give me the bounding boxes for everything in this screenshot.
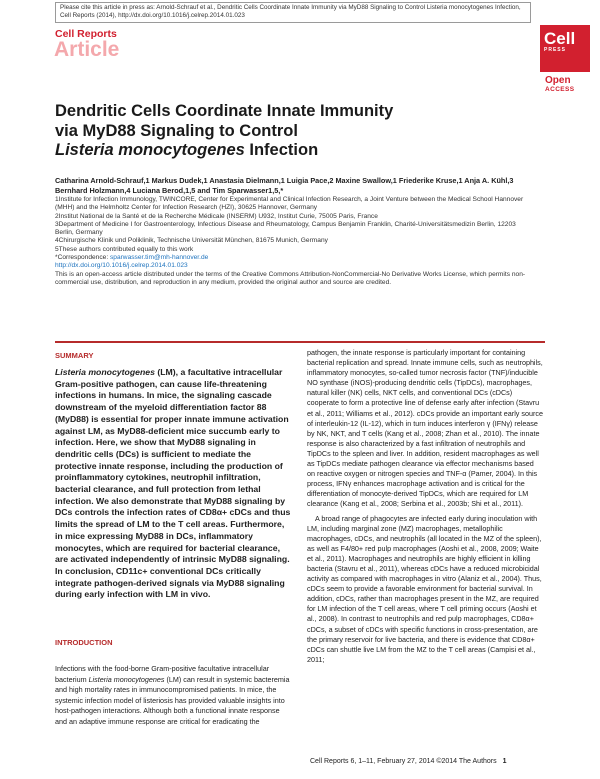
title-line-3 bbox=[55, 141, 475, 161]
affiliation-4: 4Chirurgische Klinik und Poliklinik, Technische Universität München, 81675 Munich, Germany bbox=[55, 237, 328, 245]
affiliations bbox=[55, 196, 535, 287]
intro-italic: Listeria monocytogenes bbox=[88, 674, 165, 684]
correspondence bbox=[55, 254, 535, 262]
correspondence-email-link[interactable]: sparwasser.tim@mh-hannover.de bbox=[109, 254, 209, 262]
doi-link[interactable]: http://dx.doi.org/10.1016/j.celrep.2014.01.023 bbox=[55, 262, 188, 270]
section-divider bbox=[55, 341, 545, 343]
page-number: 1 bbox=[502, 758, 507, 765]
license-text: This is an open-access article distributed under the terms of the Creative Commons Attribution-NonCommercial-No Derivative Works License, which permits non-commercial use, distribution, and reproduction in any medium, provided the original author and source are credited. bbox=[55, 270, 526, 286]
title-italic: Listeria monocytogenes bbox=[55, 141, 245, 159]
logo-press: PRESS bbox=[544, 47, 566, 53]
affiliation-3: 3Department of Medicine I for Gastroenterology, Infectious Disease and Rheumatology, Campus Benjamin Franklin, Charité-Universitätsmedizin Berlin, 12203 Berlin, Germany bbox=[55, 220, 516, 237]
right-paragraph-1: pathogen, the innate response is particularly important for containing bacterial replication and spread. Innate immune cells, such as neutrophils, inflammatory monocytes, so-called tumor necrosis factor (TNF)/inducible NO synthase (iNOS)-producing dendritic cells (TipDCs), macrophages, natural killer (NK) cells, NKT cells, and conventional DCs (cDCs) cooperate to form a protective line of defense early after infection (Stavru et al., 2011; Williams et al., 2012). cDCs provide an important early source of interleukin-12 (IL-12), which in turn induces interferon γ (IFNγ) release by NK, NKT, and T cells (Kang et al., 2008; Zhan et al., 2010). The innate response is also characterized by a fast infiltration of neutrophils and TipDCs to the spleen and liver. In addition, resident macrophages as well as TipDCs mediate pathogen clearance via effector mechanisms based on reactive oxygen or nitrogen species and TNF-α (Pamer, 2004). In this process, IFNγ enhances macrophage activation and is critical for the differentiation of monocyte-derived TipDCs, which are required for LM clearance (Kang et al., 2008; Serbina et al., 2003b; Shi et al., 2011). bbox=[307, 348, 543, 509]
title-line-1: Dendritic Cells Coordinate Innate Immunity bbox=[55, 102, 394, 120]
open-label: Open bbox=[545, 75, 571, 86]
intro-heading: INTRODUCTION bbox=[55, 638, 113, 647]
page-footer bbox=[310, 758, 507, 765]
article-title bbox=[55, 102, 475, 161]
article-type: Article bbox=[54, 38, 120, 61]
cite-notice: Please cite this article in press as: Arnold-Schrauf et al., Dendritic Cells Coordinate Innate Immunity via MyD88 Signaling to Control Listeria monocytogenes Infection, Cell Reports (2014), http://dx.doi.org/10.1016/j.celrep.2014.01.023 bbox=[55, 2, 531, 23]
title-line-2: via MyD88 Signaling to Control bbox=[55, 121, 298, 140]
affiliation-5: 5These authors contributed equally to this work bbox=[55, 245, 194, 253]
summary-body: (LM), a facultative intracellular Gram-positive pathogen, can cause life-threatening infections in humans. In mice, the signaling cascade downstream of the myeloid differentiation factor 88 (MyD88) is essential for proper innate immune activation against LM, as MyD88-deficient mice succumb early to infection. Here, we show that MyD88 signaling in dendritic cells (DCs) is sufficient to mediate the protective innate response, including the production of proinflammatory cytokines, neutrophil infiltration, bacterial clearance, and full protection from lethal infection. We also demonstrate that MyD88 signaling by DCs controls the infection rates of CD8α+ cDCs and thus limits the spread of LM to the T cell areas. Furthermore, in mice expressing MyD88 in DCs, inflammatory monocytes, which are required for bacterial clearance, are activated independently of intrinsic MyD88 signaling. In conclusion, CD11c+ conventional DCs critically integrate pathogen-derived signals via MyD88 signaling during early infection with LM in vivo. bbox=[55, 367, 291, 600]
cell-press-logo bbox=[540, 25, 590, 72]
footer-citation: Cell Reports 6, 1–11, February 27, 2014 ©2014 The Authors bbox=[310, 758, 497, 765]
journal-name: Cell Reports bbox=[55, 28, 117, 40]
access-label: ACCESS bbox=[545, 86, 575, 93]
logo-text: Cell bbox=[544, 29, 576, 48]
intro-part-b: (LM) can result in systemic bacteremia and high mortality rates in immunocompromised patients. In mice, the systemic infection model of listeriosis has provided valuable insights into host-pathogen interactions. Although both a functional innate response and an adaptive immune response are critical for eradicating the bbox=[55, 674, 290, 726]
intro-text bbox=[55, 664, 291, 727]
summary-heading: SUMMARY bbox=[55, 351, 94, 360]
affiliation-2: 2Institut National de la Santé et de la Recherche Médicale (INSERM) U932, Institut Curie, 75005 Paris, France bbox=[55, 212, 378, 220]
title-rest: Infection bbox=[244, 141, 319, 159]
right-column bbox=[307, 348, 543, 669]
right-paragraph-2: A broad range of phagocytes are infected early during inoculation with LM, including marginal zone (MZ) macrophages, metallophilic macrophages, cDCs, and neutrophils (all located in the MZ of the spleen), as well as F4/80+ red pulp macrophages (Aoshi et al., 2008, 2009; Waite et al., 2011). Macrophages and neutrophils are highly efficient in killing bacteria (Stavru et al., 2011), whereas cDCs have a reduced microbicidal activity as compared with macrophages in vitro (Alaniz et al., 2004). Thus, cDCs seem to provide a favorable environment for bacterial survival. In addition, cDCs, rather than macrophages present in the MZ, are required for LM infection of the T cell areas, where T cell priming occurs (Aoshi et al., 2008). In contrast to neutrophils and red pulp macrophages, CD8α+ cDCs, a subset of cDCs with specific functions in cross-presentation, are the primary reservoir for live bacteria, and there is evidence that CD8α+ cDCs can shuttle live LM from the MZ to the T cell areas (Campisi et al., 2011; bbox=[307, 513, 542, 664]
summary-text bbox=[55, 367, 291, 601]
correspondence-label: *Correspondence: bbox=[55, 254, 110, 262]
intro-part-a: Infections with the food-borne Gram-positive facultative intracellular bacterium bbox=[55, 664, 270, 684]
summary-italic: Listeria monocytogenes bbox=[55, 367, 155, 377]
author-list: Catharina Arnold-Schrauf,1 Markus Dudek,1 Anastasia Dielmann,1 Luigia Pace,2 Maxine Swallow,1 Friederike Kruse,1 Anja A. Kühl,3 Bernhard Holzmann,4 Luciana Berod,1,5 and Tim Sparwasser1,5,* bbox=[55, 176, 514, 195]
affiliation-1: 1Institute for Infection Immunology, TWINCORE, Center for Experimental and Clinical Infection Research, a Joint Venture between the Medical School Hannover (MHH) and the Helmholtz Center for Infection Research (HZI), 30625 Hannover, Germany bbox=[55, 196, 524, 212]
